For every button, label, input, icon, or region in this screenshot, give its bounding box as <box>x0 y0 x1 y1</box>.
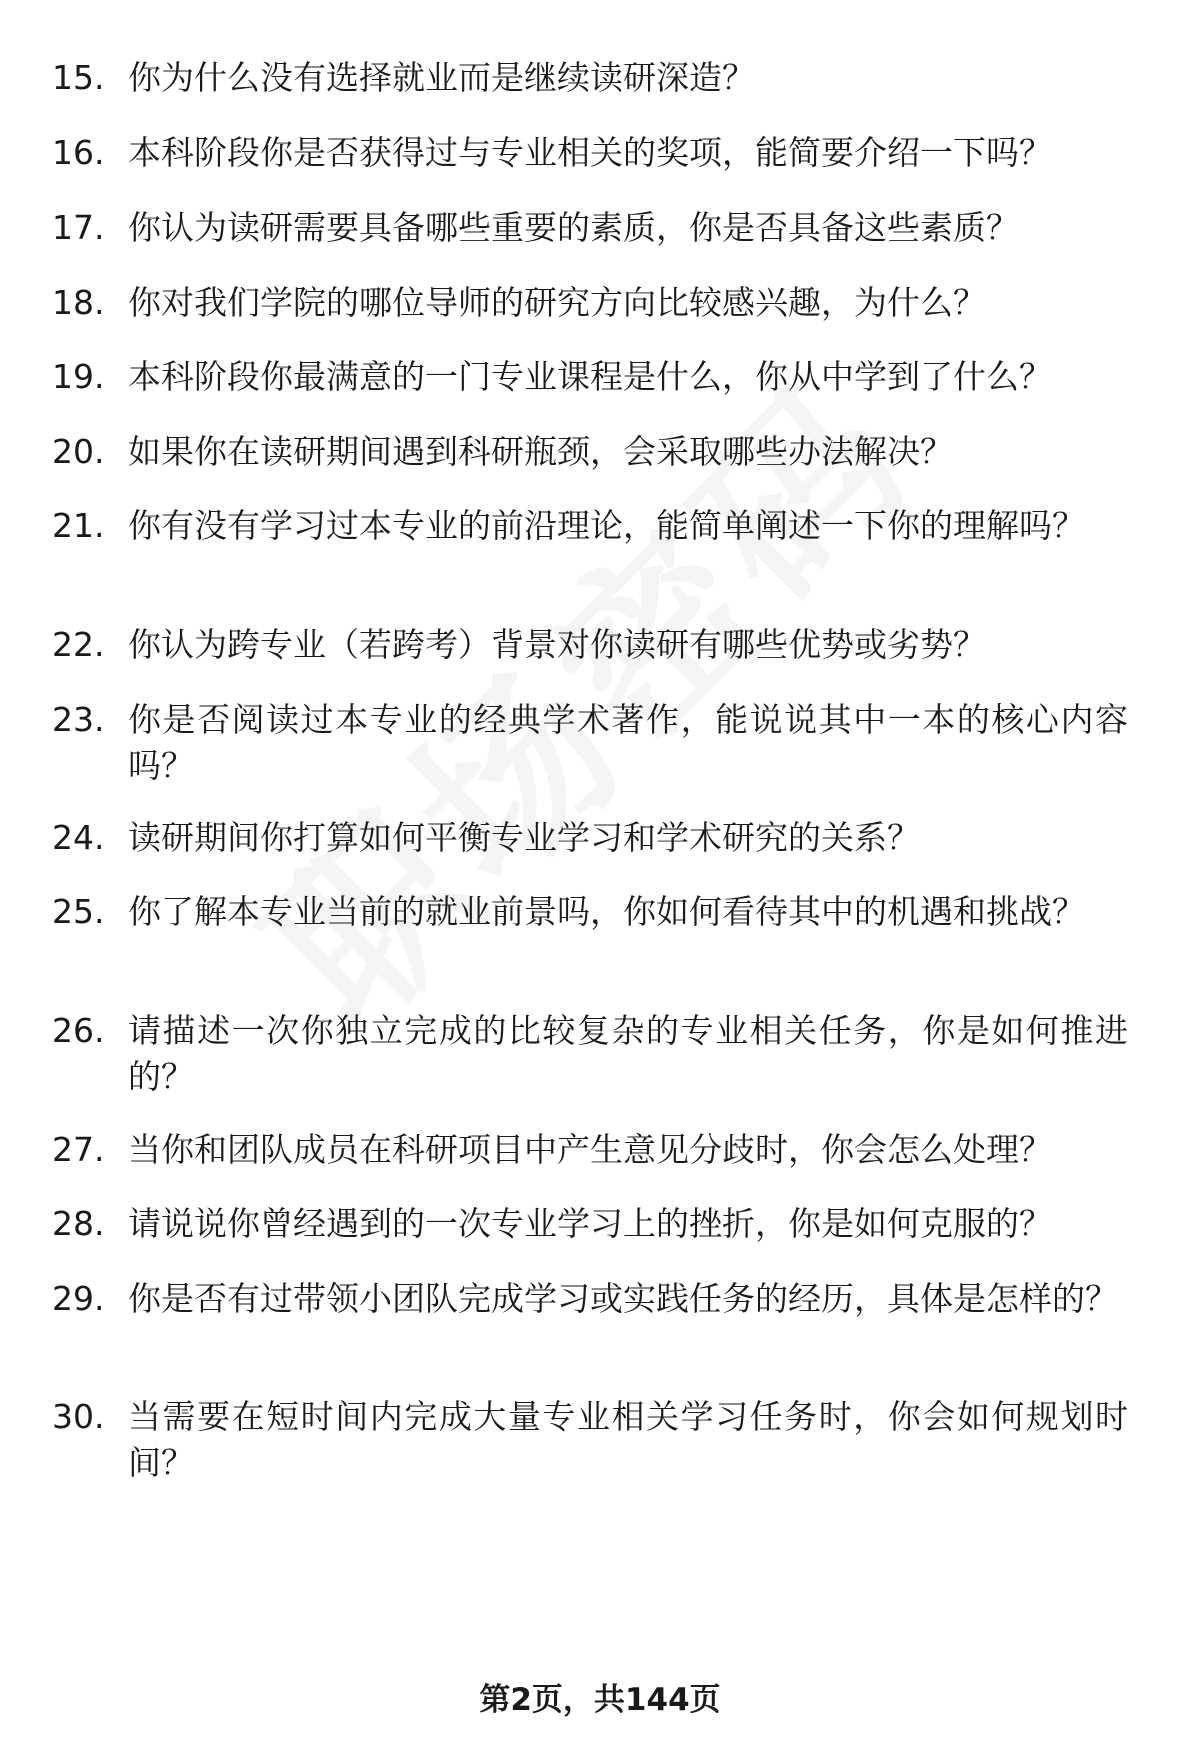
list-item <box>52 55 1152 101</box>
page-footer: 第2页，共144页 <box>479 1682 721 1718</box>
list-item <box>52 1127 1152 1173</box>
list-item <box>52 205 1152 251</box>
item-text: 你认为跨专业（若跨考）背景对你读研有哪些优势或劣势？ <box>128 625 986 664</box>
list-item <box>52 280 1152 326</box>
item-text: 你是否阅读过本专业的经典学术著作，能说说其中一本的核心内容吗？ <box>128 700 1128 785</box>
item-text: 当需要在短时间内完成大量专业相关学习任务时，你会如何规划时间？ <box>128 1397 1128 1482</box>
list-item <box>52 697 1152 789</box>
item-text: 读研期间你打算如何平衡专业学习和学术研究的关系？ <box>128 818 920 857</box>
item-number: 27. <box>52 1130 105 1169</box>
list-item <box>52 503 1152 549</box>
list-item <box>52 889 1152 935</box>
item-number: 24. <box>52 818 105 857</box>
item-number: 16. <box>52 133 105 172</box>
item-number: 22. <box>52 625 105 664</box>
item-number: 17. <box>52 208 105 247</box>
item-number: 21. <box>52 506 105 545</box>
list-item <box>52 1394 1152 1486</box>
item-number: 26. <box>52 1011 105 1050</box>
list-item <box>52 1276 1152 1322</box>
item-text: 你是否有过带领小团队完成学习或实践任务的经历，具体是怎样的？ <box>128 1279 1118 1318</box>
item-text: 你有没有学习过本专业的前沿理论，能简单阐述一下你的理解吗？ <box>128 506 1085 545</box>
item-text: 当你和团队成员在科研项目中产生意见分歧时，你会怎么处理？ <box>128 1130 1052 1169</box>
list-item <box>52 429 1152 475</box>
list-item <box>52 1201 1152 1247</box>
item-text: 请描述一次你独立完成的比较复杂的专业相关任务，你是如何推进的？ <box>128 1011 1128 1096</box>
item-text: 请说说你曾经遇到的一次专业学习上的挫折，你是如何克服的？ <box>128 1204 1052 1243</box>
item-number: 28. <box>52 1204 105 1243</box>
item-number: 18. <box>52 283 105 322</box>
item-text: 你认为读研需要具备哪些重要的素质，你是否具备这些素质？ <box>128 208 1019 247</box>
list-item <box>52 815 1152 861</box>
item-number: 30. <box>52 1397 105 1436</box>
item-text: 如果你在读研期间遇到科研瓶颈，会采取哪些办法解决？ <box>128 432 953 471</box>
item-number: 25. <box>52 892 105 931</box>
item-text: 本科阶段你最满意的一门专业课程是什么，你从中学到了什么？ <box>128 357 1052 396</box>
item-text: 你对我们学院的哪位导师的研究方向比较感兴趣，为什么？ <box>128 283 986 322</box>
item-number: 15. <box>52 58 105 97</box>
item-text: 你了解本专业当前的就业前景吗，你如何看待其中的机遇和挑战？ <box>128 892 1085 931</box>
item-number: 29. <box>52 1279 105 1318</box>
list-item <box>52 622 1152 668</box>
item-number: 20. <box>52 432 105 471</box>
list-item <box>52 130 1152 176</box>
item-number: 23. <box>52 700 105 739</box>
item-number: 19. <box>52 357 105 396</box>
list-item <box>52 354 1152 400</box>
item-text: 本科阶段你是否获得过与专业相关的奖项，能简要介绍一下吗？ <box>128 133 1052 172</box>
item-text: 你为什么没有选择就业而是继续读研深造？ <box>128 58 755 97</box>
list-item <box>52 1008 1152 1100</box>
